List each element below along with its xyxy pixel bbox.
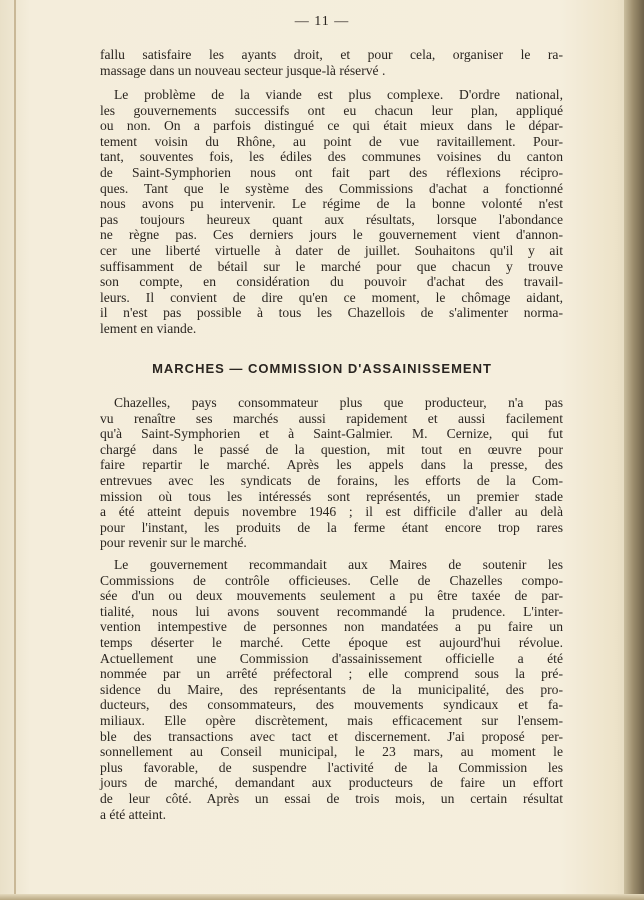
text-line: sée d'un ou deux mouvements seulement a pu être taxée de par- bbox=[100, 588, 563, 604]
text-line: pour revenir sur le marché. bbox=[100, 535, 247, 551]
text-line: jours de marché, demandant aux producteurs de faire un effort bbox=[100, 775, 563, 791]
text-line: Actuellement une Commission d'assainissement officielle a été bbox=[100, 650, 563, 666]
page-bottom-edge bbox=[0, 894, 644, 900]
text-line: nommée par un arrêté préfectoral ; elle comprend sous la pré- bbox=[100, 666, 563, 682]
paragraph-commission bbox=[100, 557, 563, 822]
text-line: plus favorable, de suspendre l'activité de la Commission les bbox=[100, 759, 563, 775]
text-line: faire repartir le marché. Après les appels dans la presse, des bbox=[100, 457, 563, 473]
text-line: a été atteint depuis novembre 1946 ; il est difficile d'aller au delà bbox=[100, 504, 563, 520]
text-line: pour l'instant, les produits de la ferme étant encore trop rares bbox=[100, 519, 563, 535]
text-line: fallu satisfaire les ayants droit, et pour cela, organiser le ra- bbox=[100, 47, 563, 62]
text-line: pas toujours heureux quant aux résultats, lorsque l'abondance bbox=[100, 211, 563, 227]
text-line: leurs. Il convient de dire qu'en ce moment, le chômage aidant, bbox=[100, 289, 563, 305]
text-line: ques. Tant que le système des Commissions d'achat a fonctionné bbox=[100, 180, 563, 196]
text-line: il n'est pas possible à tous les Chazellois de s'alimenter norma- bbox=[100, 305, 563, 321]
text-line: sidence du Maire, des représentants de la municipalité, des pro- bbox=[100, 681, 563, 697]
text-line: ducteurs, des consommateurs, des mouvements syndicaux et fa- bbox=[100, 697, 563, 713]
page-edge-shadow bbox=[624, 0, 644, 900]
text-line: chargé dans le passé de la question, mit tout en œuvre pour bbox=[100, 441, 563, 457]
text-line: a été atteint. bbox=[100, 806, 167, 822]
binding-line bbox=[14, 0, 16, 900]
text-line: Le problème de la viande est plus complexe. D'ordre national, bbox=[114, 87, 563, 102]
text-line: ble des transactions avec tact et discernement. J'ai proposé per- bbox=[100, 728, 563, 744]
text-line: tement voisin du Rhône, au point de vue ravitaillement. Pour- bbox=[100, 133, 563, 149]
text-line: nous avons pu intervenir. Le régime de la bonne volonté n'est bbox=[100, 196, 563, 212]
text-line: miliaux. Elle opère discrètement, mais efficacement sur l'ensem- bbox=[100, 712, 563, 728]
text-line: tant, souventes fois, les édiles des communes voisines du canton bbox=[100, 149, 563, 165]
paragraph-continuation bbox=[100, 47, 563, 78]
paragraph-meat bbox=[100, 87, 563, 337]
paragraph-markets bbox=[100, 395, 563, 551]
section-heading: MARCHES — COMMISSION D'ASSAINISSEMENT bbox=[152, 361, 492, 376]
text-line: de Saint-Symphorien nous ont fait part des réflexions récipro- bbox=[100, 164, 563, 180]
text-line: qu'à Saint-Symphorien et à Saint-Galmier. M. Cernize, qui fut bbox=[100, 426, 563, 442]
text-line: ou non. On a parfois distingué ce qui était mieux dans le dépar- bbox=[100, 118, 563, 134]
text-line: ne règne pas. Ces derniers jours le gouvernement vient d'annon- bbox=[100, 227, 563, 243]
text-line: mission où tous les intéressés sont représentés, un premier stade bbox=[100, 488, 563, 504]
text-line: Commissions de contrôle officieuses. Celle de Chazelles compo- bbox=[100, 572, 563, 588]
text-line: entrevues avec les syndicats de forains, les efforts de la Com- bbox=[100, 472, 563, 488]
text-line: lement en viande. bbox=[100, 320, 197, 336]
text-line: de leur côté. Après un essai de trois mois, un certain résultat bbox=[100, 790, 563, 806]
text-line: suffisamment de bétail sur le marché pour que chacun y trouve bbox=[100, 258, 563, 274]
text-line: sonnellement au Conseil municipal, le 23 mars, au moment le bbox=[100, 744, 563, 760]
text-line: massage dans un nouveau secteur jusque-là réservé . bbox=[100, 62, 386, 78]
text-line: cer une liberté virtuelle à dater de juillet. Souhaitons qu'il y ait bbox=[100, 242, 563, 258]
text-line: Chazelles, pays consommateur plus que producteur, n'a pas bbox=[114, 395, 563, 410]
text-line: son compte, en considération du pouvoir d'achat des travail- bbox=[100, 274, 563, 290]
text-line: tialité, nous lui avons souvent recommandé la prudence. L'inter- bbox=[100, 603, 563, 619]
text-line: Le gouvernement recommandait aux Maires de soutenir les bbox=[114, 557, 563, 572]
text-line: les gouvernements successifs ont eu chacun leur plan, appliqué bbox=[100, 102, 563, 118]
text-line: temps déserter le marché. Cette époque est aujourd'hui révolue. bbox=[100, 634, 563, 650]
page-number: — 11 — bbox=[294, 14, 350, 29]
text-line: vention intempestive de personnes non mandatées a pu faire un bbox=[100, 619, 563, 635]
text-line: vu renaître ses marchés aussi rapidement et aussi facilement bbox=[100, 410, 563, 426]
